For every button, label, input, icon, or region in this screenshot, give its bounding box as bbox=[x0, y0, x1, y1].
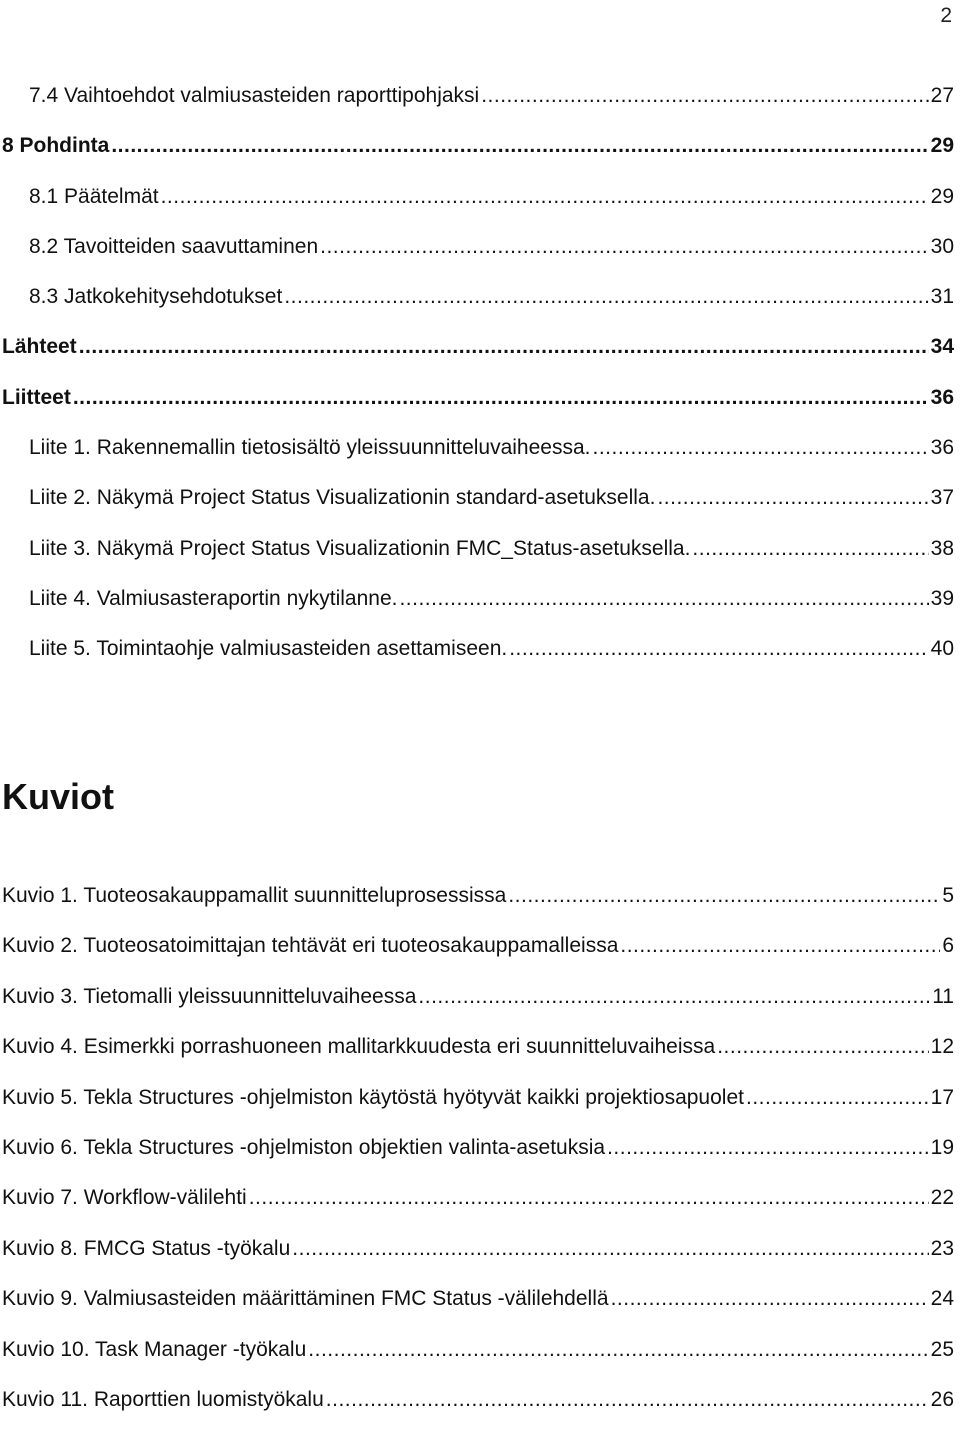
figure-entry-page: 24 bbox=[930, 1287, 954, 1311]
toc-entry[interactable] bbox=[0, 537, 960, 587]
toc-entry[interactable] bbox=[0, 285, 960, 335]
toc-entry-page: 36 bbox=[930, 436, 954, 460]
list-of-figures bbox=[0, 884, 960, 1438]
dot-leader bbox=[717, 1035, 928, 1059]
toc-entry-label: Liite 1. Rakennemallin tietosisältö yleissuunnitteluvaiheessa. bbox=[29, 436, 591, 460]
toc-entry-label: Liite 2. Näkymä Project Status Visualizationin standard-asetuksella. bbox=[29, 486, 656, 510]
toc-entry-label: 8.2 Tavoitteiden saavuttaminen bbox=[29, 234, 319, 258]
figure-entry[interactable] bbox=[0, 985, 960, 1035]
dot-leader bbox=[292, 1237, 928, 1261]
dot-leader bbox=[481, 84, 928, 108]
figure-entry-label: Kuvio 5. Tekla Structures -ohjelmiston käytöstä hyötyvät kaikki projektiosapuolet bbox=[2, 1085, 744, 1109]
toc-entry-label: Liite 4. Valmiusasteraportin nykytilanne. bbox=[29, 586, 398, 610]
figure-entry-label: Kuvio 6. Tekla Structures -ohjelmiston objektien valinta-asetuksia bbox=[2, 1135, 606, 1159]
toc-entry[interactable] bbox=[0, 84, 960, 134]
figure-entry[interactable] bbox=[0, 1287, 960, 1337]
figure-entry[interactable] bbox=[0, 1338, 960, 1388]
dot-leader bbox=[657, 486, 928, 510]
toc-entry-page: 29 bbox=[930, 184, 954, 208]
figure-entry-label: Kuvio 11. Raporttien luomistyökalu bbox=[2, 1387, 324, 1411]
dot-leader bbox=[161, 185, 929, 209]
dot-leader bbox=[111, 134, 928, 158]
figure-entry-page: 6 bbox=[942, 934, 954, 958]
figure-entry-page: 19 bbox=[930, 1135, 954, 1159]
toc-entry-label: Liite 5. Toimintaohje valmiusasteiden asettamiseen. bbox=[29, 637, 508, 661]
figure-entry-label: Kuvio 8. FMCG Status -työkalu bbox=[2, 1236, 291, 1260]
toc-entry-label: Liite 3. Näkymä Project Status Visualizationin FMC_Status-asetuksella. bbox=[29, 536, 691, 560]
dot-leader bbox=[607, 1136, 929, 1160]
toc-entry[interactable] bbox=[0, 637, 960, 687]
figure-entry[interactable] bbox=[0, 1186, 960, 1236]
toc-entry-label: 8.1 Päätelmät bbox=[29, 184, 159, 208]
toc-entry-page: 27 bbox=[930, 84, 954, 107]
toc-entry[interactable] bbox=[0, 185, 960, 235]
figure-entry-label: Kuvio 10. Task Manager -työkalu bbox=[2, 1337, 307, 1361]
toc-entry-label: 7.4 Vaihtoehdot valmiusasteiden raporttipohjaksi bbox=[29, 84, 480, 107]
dot-leader bbox=[611, 1287, 929, 1311]
toc-entry[interactable] bbox=[0, 587, 960, 637]
figure-entry-page: 17 bbox=[930, 1085, 954, 1109]
toc-entry-label: Lähteet bbox=[2, 335, 77, 359]
toc-entry[interactable] bbox=[0, 436, 960, 486]
toc-entry-page: 34 bbox=[930, 335, 954, 359]
toc-entry-label: 8 Pohdinta bbox=[2, 134, 110, 158]
dot-leader bbox=[692, 537, 928, 561]
figure-entry[interactable] bbox=[0, 1136, 960, 1186]
dot-leader bbox=[592, 436, 928, 460]
page-number: 2 bbox=[940, 4, 952, 27]
figure-entry-page: 11 bbox=[932, 984, 954, 1008]
dot-leader bbox=[620, 934, 940, 958]
figures-heading: Kuviot bbox=[2, 776, 114, 817]
figure-entry-label: Kuvio 3. Tietomalli yleissuunnitteluvaiheessa bbox=[2, 984, 417, 1008]
figure-entry-page: 23 bbox=[930, 1236, 954, 1260]
dot-leader bbox=[509, 637, 928, 661]
dot-leader bbox=[746, 1086, 929, 1110]
figure-entry-label: Kuvio 9. Valmiusasteiden määrittäminen FMC Status -välilehdellä bbox=[2, 1287, 609, 1311]
figure-entry-page: 25 bbox=[930, 1337, 954, 1361]
toc-entry[interactable] bbox=[0, 335, 960, 385]
toc-entry-page: 29 bbox=[930, 134, 954, 158]
toc-entry-page: 40 bbox=[930, 637, 954, 661]
figure-entry-page: 12 bbox=[930, 1035, 954, 1059]
figure-entry[interactable] bbox=[0, 884, 960, 934]
figure-entry-page: 22 bbox=[930, 1186, 954, 1210]
dot-leader bbox=[508, 884, 940, 908]
dot-leader bbox=[284, 285, 928, 309]
toc-entry-page: 30 bbox=[930, 234, 954, 258]
toc-entry-page: 36 bbox=[930, 385, 954, 409]
figure-entry[interactable] bbox=[0, 1237, 960, 1287]
dot-leader bbox=[418, 985, 930, 1009]
table-of-contents bbox=[0, 84, 960, 688]
toc-entry-page: 38 bbox=[930, 536, 954, 560]
toc-entry-page: 37 bbox=[930, 486, 954, 510]
toc-entry-label: 8.3 Jatkokehitysehdotukset bbox=[29, 285, 283, 309]
figure-entry-label: Kuvio 1. Tuoteosakauppamallit suunnitteluprosessissa bbox=[2, 884, 507, 907]
toc-entry[interactable] bbox=[0, 235, 960, 285]
toc-entry[interactable] bbox=[0, 134, 960, 184]
toc-entry-label: Liitteet bbox=[2, 385, 71, 409]
dot-leader bbox=[79, 335, 929, 359]
figure-entry-label: Kuvio 7. Workflow-välilehti bbox=[2, 1186, 247, 1210]
dot-leader bbox=[326, 1388, 929, 1412]
dot-leader bbox=[249, 1186, 929, 1210]
dot-leader bbox=[73, 386, 929, 410]
toc-entry[interactable] bbox=[0, 486, 960, 536]
toc-entry-page: 31 bbox=[930, 285, 954, 309]
figure-entry[interactable] bbox=[0, 1035, 960, 1085]
toc-entry[interactable] bbox=[0, 386, 960, 436]
figure-entry-page: 26 bbox=[930, 1387, 954, 1411]
dot-leader bbox=[320, 235, 929, 259]
figure-entry[interactable] bbox=[0, 1086, 960, 1136]
figure-entry-page: 5 bbox=[942, 884, 954, 907]
figure-entry-label: Kuvio 4. Esimerkki porrashuoneen mallitarkkuudesta eri suunnitteluvaiheissa bbox=[2, 1035, 716, 1059]
toc-entry-page: 39 bbox=[930, 586, 954, 610]
dot-leader bbox=[399, 587, 928, 611]
figure-entry-label: Kuvio 2. Tuoteosatoimittajan tehtävät eri tuoteosakauppamalleissa bbox=[2, 934, 619, 958]
dot-leader bbox=[308, 1338, 928, 1362]
figure-entry[interactable] bbox=[0, 1388, 960, 1438]
figure-entry[interactable] bbox=[0, 934, 960, 984]
